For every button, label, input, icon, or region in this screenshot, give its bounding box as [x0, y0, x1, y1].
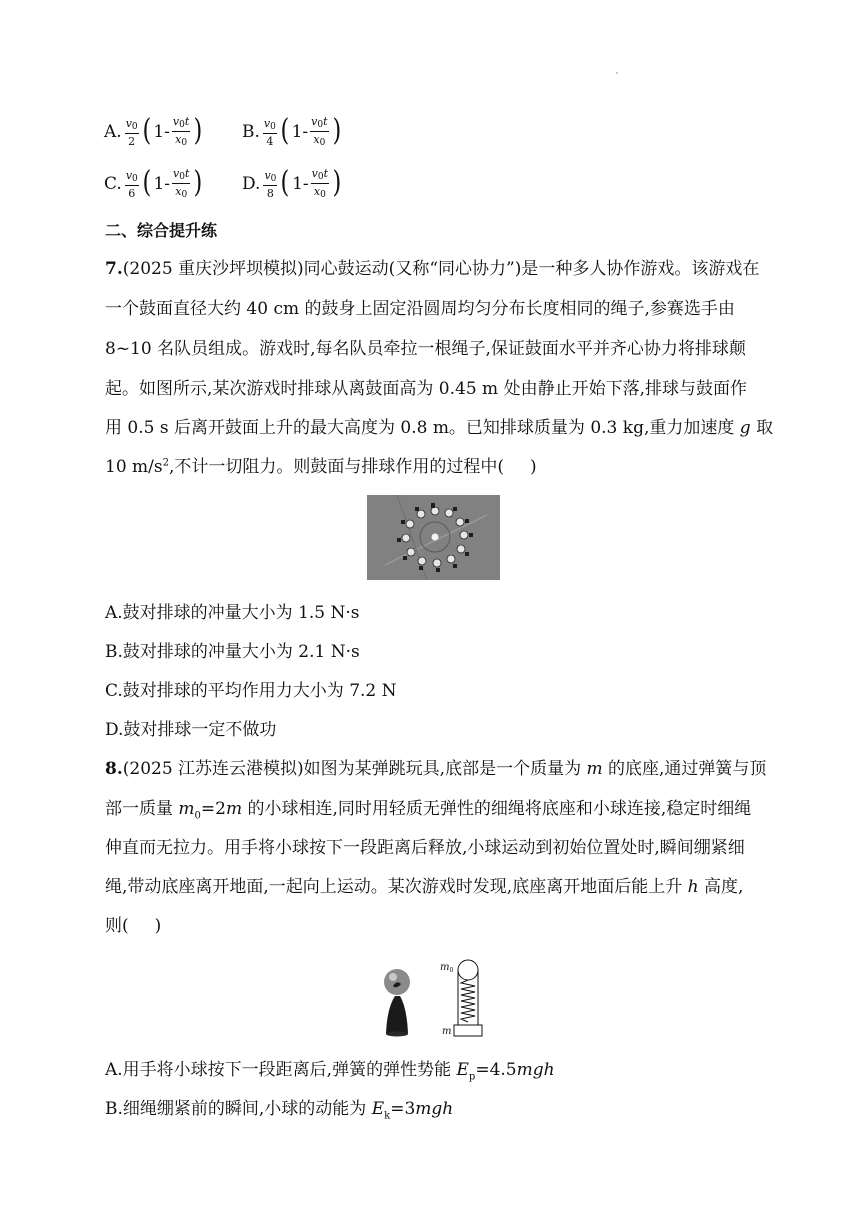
prev-options-row-2 — [104, 164, 380, 200]
volleyball — [432, 534, 439, 541]
q8-line-5: 则( ) — [105, 916, 162, 936]
q8-line-2: 部一质量 $m_0=2m$ 的小球相连,同时用轻质无弹性的细绳将底座和小球连接,稳定时细绳 — [105, 799, 752, 822]
fraction: $\frac{v_0}{2}$ — [125, 116, 138, 148]
fraction: $\frac{v_0t}{x_0}$ — [172, 115, 190, 148]
q7-line-4: 起。如图所示,某次游戏时排球从离鼓面高为 0.45 m 处由静止开始下落,排球与鼓面作 — [105, 379, 747, 399]
option-d[interactable]: D. $\frac{v_0}{8}$ ( 1- $\frac{v_0t}{x_0}$ ) — [242, 164, 342, 200]
q8-line-1: 8.(2025 江苏连云港模拟)如图为某弹跳玩具,底部是一个质量为 m 的底座,通过弹簧与顶 — [105, 759, 767, 779]
q7-option-b[interactable]: B.鼓对排球的冲量大小为 2.1 N·s — [105, 642, 360, 662]
fraction: $\frac{v_0}{8}$ — [264, 168, 277, 200]
option-c[interactable]: C. $\frac{v_0}{6}$ ( 1- $\frac{v_0t}{x_0}$ ) — [104, 164, 203, 200]
spring-diagram — [454, 960, 482, 1036]
q7-line-1: 7.(2025 重庆沙坪坝模拟)同心鼓运动(又称“同心协力”)是一种多人协作游戏。该游戏在 — [105, 259, 760, 279]
q7-option-d[interactable]: D.鼓对排球一定不做功 — [105, 720, 277, 740]
option-letter: D. — [242, 174, 261, 194]
q7-line-6: 10 $m/s^2$,不计一切阻力。则鼓面与排球作用的过程中( ) — [105, 457, 537, 477]
fraction: $\frac{v_0t}{x_0}$ — [311, 115, 328, 148]
q8-line-3: 伸直而无拉力。用手将小球按下一段距离后释放,小球运动到初始位置处时,瞬间绷紧细 — [105, 838, 745, 858]
prev-options-row-1 — [104, 112, 380, 148]
option-letter: A. — [104, 122, 122, 142]
spring-toy-figure — [378, 958, 490, 1038]
q8-line-4: 绳,带动底座离开地面,一起向上运动。某次游戏时发现,底座离开地面后能上升 h 高度, — [105, 877, 744, 897]
q8-option-b[interactable]: B.细绳绷紧前的瞬间,小球的动能为 $E_k=3mgh$ — [105, 1099, 454, 1122]
q7-line-2: 一个鼓面直径大约 40 cm 的鼓身上固定沿圆周均匀分布长度相同的绳子,参赛选手由 — [105, 299, 735, 319]
option-letter: C. — [104, 174, 122, 194]
scan-speck — [616, 72, 618, 74]
fraction: $\frac{v_0}{6}$ — [125, 168, 138, 200]
fraction: $\frac{v_0t}{x_0}$ — [311, 167, 329, 200]
svg-text:m0: $m_0$ — [440, 962, 454, 974]
toy-photo — [384, 969, 410, 1037]
fraction: $\frac{v_0t}{x_0}$ — [173, 167, 190, 200]
q7-option-c[interactable]: C.鼓对排球的平均作用力大小为 7.2 N — [105, 681, 397, 701]
q7-option-a[interactable]: A.鼓对排球的冲量大小为 1.5 N·s — [105, 603, 360, 623]
question-number: 8. — [105, 759, 123, 779]
svg-text:m: m — [442, 1026, 452, 1037]
q7-line-5: 用 0.5 s 后离开鼓面上升的最大高度为 0.8 m。已知排球质量为 0.3 kg,重力加速度 g 取 — [105, 418, 774, 438]
drum-game-photo — [367, 495, 500, 580]
q7-line-3: 8~10 名队员组成。游戏时,每名队员牵拉一根绳子,保证鼓面水平并齐心协力将排球颠 — [105, 339, 746, 359]
option-a[interactable]: A. $\frac{v_0}{2}$ ( 1- $\frac{v_0t}{x_0}$ ) — [104, 112, 203, 148]
option-letter: B. — [242, 122, 260, 142]
option-b[interactable]: B. $\frac{v_0}{4}$ ( 1- $\frac{v_0t}{x_0}$ ) — [242, 112, 341, 148]
fraction: $\frac{v_0}{4}$ — [263, 116, 276, 148]
q8-option-a[interactable]: A.用手将小球按下一段距离后,弹簧的弹性势能 $E_p=4.5mgh$ — [105, 1060, 555, 1083]
section-title: 二、综合提升练 — [105, 221, 218, 240]
question-number: 7. — [105, 259, 123, 279]
